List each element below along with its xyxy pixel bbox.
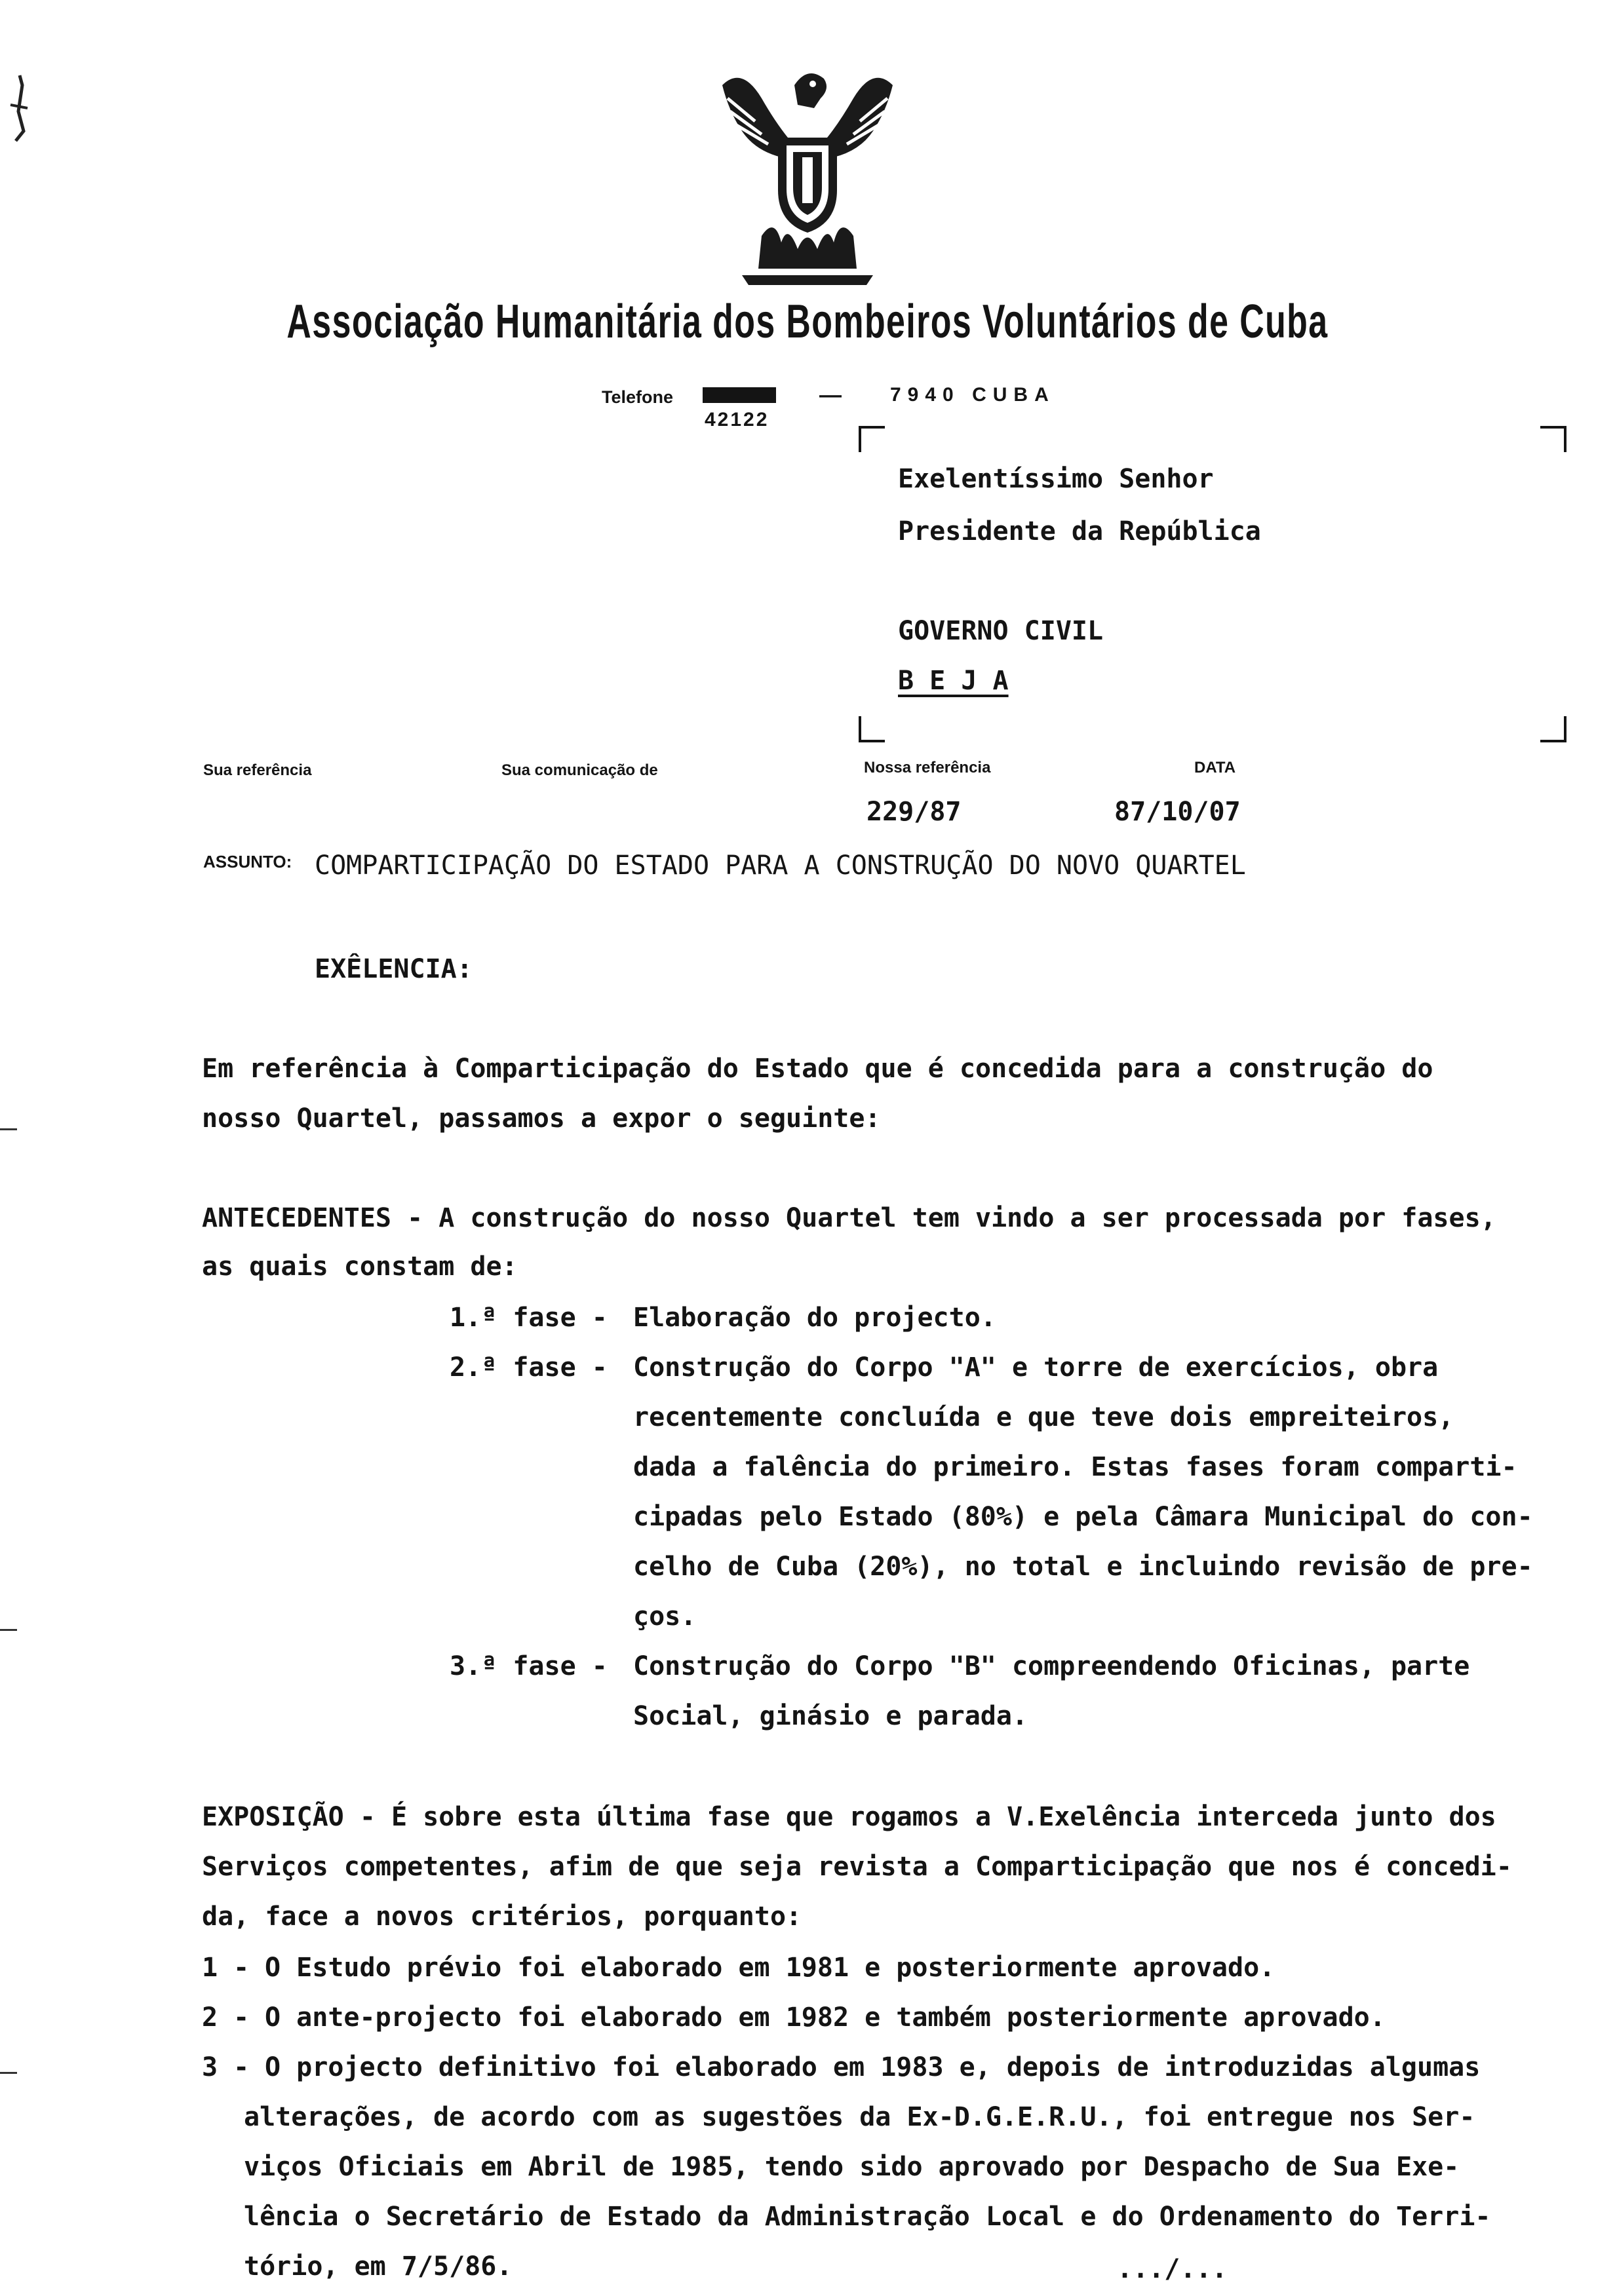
address-bracket-bottom-right [1540,716,1566,742]
continuation-mark: .../... [1117,2254,1228,2284]
phase-2-line-3: dada a falência do primeiro. Estas fases foram comparti- [633,1452,1517,1482]
date-value: 87/10/07 [1114,797,1241,827]
phase-2-line-2: recentemente concluída e que teve dois empreiteiros, [633,1402,1454,1432]
phase-2-label: 2.ª fase - [450,1352,608,1383]
intro-line-1: Em referência à Comparticipação do Estado que é concedida para a construção do [202,1054,1433,1084]
exposicao-line-1: EXPOSIÇÃO - É sobre esta última fase que rogamos a V.Exelência interceda junto dos [202,1802,1496,1832]
address-bracket-top-right [1540,426,1566,452]
item-3-line-4: lência o Secretário de Estado da Administração Local e do Ordenamento do Terri- [244,2202,1491,2232]
phase-2-line-6: ços. [633,1601,697,1632]
phase-2-line-4: cipadas pelo Estado (80%) e pela Câmara Municipal do con- [633,1502,1533,1532]
phase-1-label: 1.ª fase - [450,1303,608,1333]
antecedentes-line-1: ANTECEDENTES - A construção do nosso Quartel tem vindo a ser processada por fases, [202,1203,1496,1233]
subject-label: ASSUNTO: [203,852,292,871]
margin-tick [0,2072,17,2074]
phone-number: 42122 [705,409,769,430]
item-2-number: 2 - [202,2002,250,2033]
margin-tick [0,1629,17,1631]
phone-label: Telefone [602,387,674,407]
item-3-line-5: tório, em 7/5/86. [244,2251,513,2282]
date-label: DATA [1194,759,1236,776]
exposicao-line-3: da, face a novos critérios, porquanto: [202,1902,802,1932]
address-bracket-bottom-left [859,716,885,742]
organization-name: Associação Humanitária dos Bombeiros Voluntários de Cuba [286,296,1329,348]
your-reference-label: Sua referência [203,761,312,779]
item-2-line-1: O ante-projecto foi elaborado em 1982 e também posteriormente aprovado. [265,2002,1386,2033]
phase-2-line-5: celho de Cuba (20%), no total e incluindo revisão de pre- [633,1552,1533,1582]
antecedentes-line-2: as quais constam de: [202,1252,518,1282]
phase-3-line-1: Construção do Corpo "B" compreendendo Oficinas, parte [633,1651,1470,1681]
recipient-line-2: Presidente da República [898,516,1261,546]
phase-3-line-2: Social, ginásio e parada. [633,1701,1028,1731]
item-3-line-1: O projecto definitivo foi elaborado em 1983 e, depois de introduzidas algumas [265,2052,1481,2082]
subject-text: COMPARTICIPAÇÃO DO ESTADO PARA A CONSTRUÇÃO DO NOVO QUARTEL [315,851,1246,881]
postal-separator: — [819,383,842,408]
item-1-number: 1 - [202,1953,250,1983]
eagle-coat-of-arms-icon [716,59,899,285]
salutation: EXÊLENCIA: [315,954,473,984]
postal-code-city: 7940 CUBA [890,384,1055,406]
your-communication-label: Sua comunicação de [501,761,658,779]
item-3-line-3: viços Oficiais em Abril de 1985, tendo sido aprovado por Despacho de Sua Exe- [244,2152,1460,2182]
exposicao-line-2: Serviços competentes, afim de que seja revista a Comparticipação que nos é concedi- [202,1852,1512,1882]
punch-mark-icon [5,72,31,144]
item-3-number: 3 - [202,2052,250,2082]
phase-1-line-1: Elaboração do projecto. [633,1303,996,1333]
margin-tick [0,1128,17,1130]
intro-line-2: nosso Quartel, passamos a expor o seguinte: [202,1103,881,1134]
address-bracket-top-left [859,426,885,452]
phase-2-line-1: Construção do Corpo "A" e torre de exercícios, obra [633,1352,1439,1383]
redaction-bar [703,387,776,403]
our-reference-label: Nossa referência [864,759,991,776]
recipient-line-3: GOVERNO CIVIL [898,616,1104,646]
item-1-line-1: O Estudo prévio foi elaborado em 1981 e posteriormente aprovado. [265,1953,1275,1983]
item-3-line-2: alterações, de acordo com as sugestões da Ex-D.G.E.R.U., foi entregue nos Ser- [244,2102,1475,2132]
our-reference-value: 229/87 [866,797,962,827]
recipient-line-4: B E J A [898,666,1009,696]
phase-3-label: 3.ª fase - [450,1651,608,1681]
recipient-line-1: Exelentíssimo Senhor [898,464,1214,494]
